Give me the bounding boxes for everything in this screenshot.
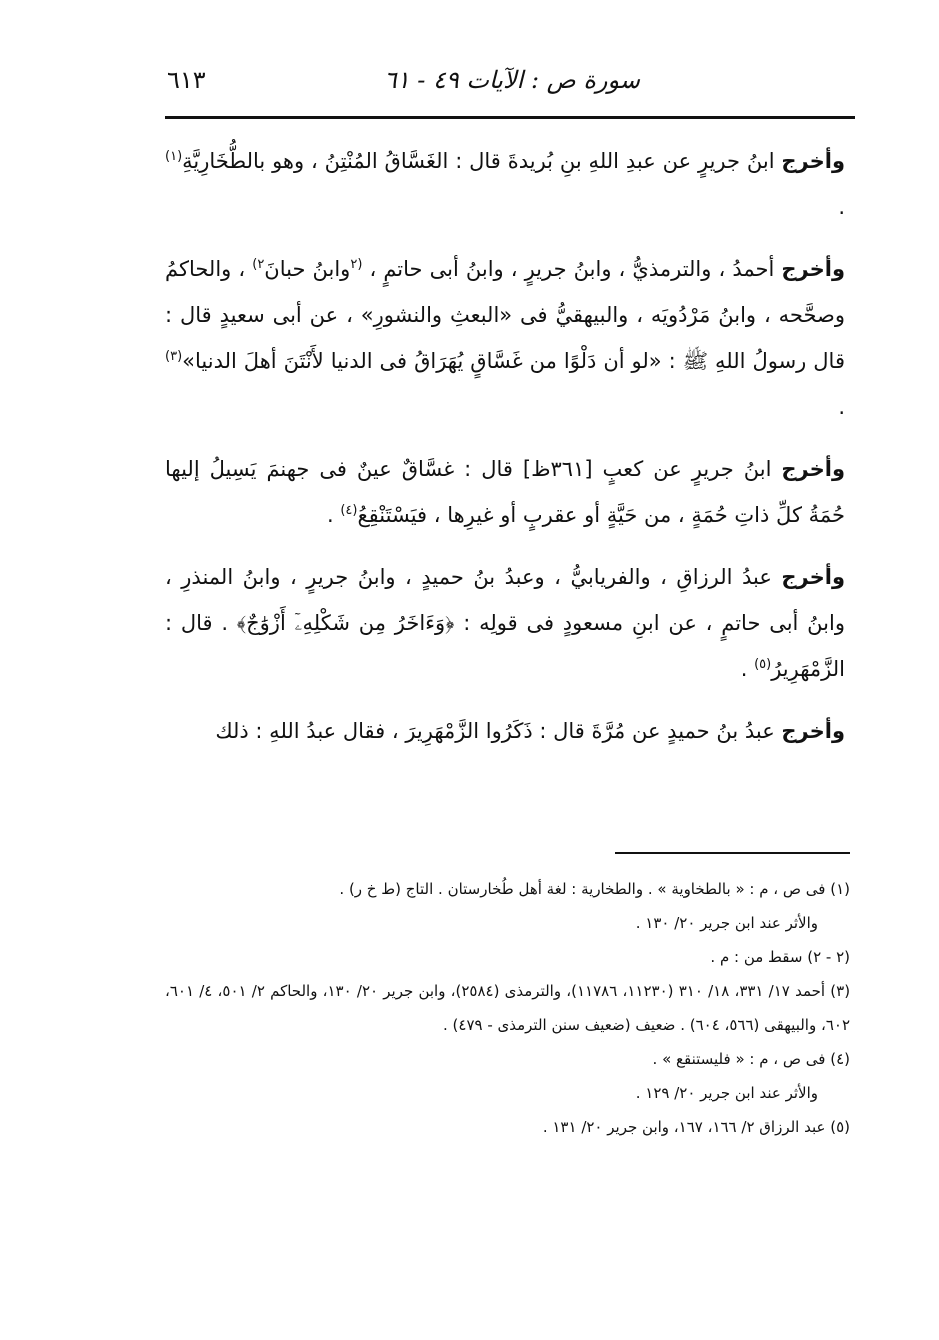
footnote-5: (٥) عبد الرزاق ٢/ ١٦٦، ١٦٧، وابن جرير ٢٠/ ١٣١ . [542,1118,850,1136]
footnote-separator [615,852,850,854]
footnote-1: (١) فى ص ، م : « بالطخاوية » . والطخارية : لغة أهل طُخارستان . التاج (ط خ ر) . [339,880,850,898]
main-text [165,138,845,770]
footnote-2: (٢ - ٢) سقط من : م . [710,948,850,966]
header-rule [165,116,855,119]
footnote-4: (٤) فى ص ، م : « فليستنقع » . [652,1050,850,1068]
running-title: سورة ص : الآيات ٤٩ - ٦١ [383,66,640,94]
paragraph-lead: وأخرج [781,565,845,589]
paragraph-4 [165,554,845,692]
paragraph-lead: وأخرج [781,149,845,173]
paragraph-text: وابنُ حبانَ [264,257,351,281]
paragraph-tail: . [740,657,755,681]
paragraph-text: ابنُ جريرٍ عن عبدِ اللهِ بنِ بُريدةَ قال : الغَسَّاقُ المُنْتِنُ ، وهو بالطُّخَارِيَّةِ [182,149,782,173]
paragraph-1 [165,138,845,230]
footnote-ref: (٢ [350,257,363,272]
page-header [165,62,855,106]
footnote-1-source: والأثر عند ابن جرير ٢٠/ ١٣٠ . [635,914,818,932]
footnote-4-source: والأثر عند ابن جرير ٢٠/ ١٢٩ . [635,1084,818,1102]
footnote-ref: ٢) [252,257,265,272]
paragraph-text: ، والحاكمُ وصحَّحه ، وابنُ مَرْدُويَه ، والبيهقيُّ فى «البعثِ والنشورِ» ، عن أبى سعيدٍ قال : قال رسولُ اللهِ ﷺ : «لو أن دَلْوًا من غَسَّاقٍ يُهَرَاقُ فى الدنيا لأَنْتَنَ أهلَ الدنيا» [165,257,845,373]
paragraph-tail: . [838,395,845,419]
paragraph-3 [165,446,845,538]
footnote-ref: (٣) [165,349,183,364]
paragraph-text: ابنُ جريرٍ عن كعبٍ [٣٦١ظ] قال : غسَّاقٌ عينٌ فى جهنمَ يَسِيلُ إليها حُمَةُ كلِّ ذاتِ حُمَةٍ ، من حَيَّةٍ أو عقربٍ أو غيرِها ، فيَسْتَنْقِعُ [165,457,845,527]
paragraph-5 [165,708,845,754]
paragraph-lead: وأخرج [781,257,845,281]
paragraph-lead: وأخرج [781,457,846,481]
footnote-ref: (٤) [340,503,358,518]
paragraph-text: عبدُ الرزاقِ ، والفريابيُّ ، وعبدُ بنُ حميدٍ ، وابنُ جريرٍ ، وابنُ المنذرِ ، وابنُ أبى حاتمٍ ، عن ابنِ مسعودٍ فى قولِه : ﴿وَءَاخَرُ مِن شَكْلِهِۦٓ أَزْوَٰجٌ﴾ . قال : الزَّمْهَرِيرُ [165,565,845,681]
paragraph-2 [165,246,845,430]
paragraph-tail: . [838,195,845,219]
footnote-3: (٣) أحمد ١٧/ ٣٣١، ١٨/ ٣١٠ (١١٢٣٠، ١١٧٨٦)، والترمذى (٢٥٨٤)، وابن جرير ٢٠/ ١٣٠، والحاكم ٢/ ٥٠١، ٤/ ٦٠١، ٦٠٢، والبيهقى (٥٦٦، ٦٠٤) . ضعيف (ضعيف سنن الترمذى - ٤٧٩) . [165,982,851,1034]
footnote-ref: (١) [165,149,183,164]
footnote-ref: (٥) [754,657,772,672]
page-number: ٦١٣ [167,66,206,94]
paragraph-text: أحمدُ ، والترمذيُّ ، وابنُ جريرٍ ، وابنُ أبى حاتمٍ ، [362,257,782,281]
paragraph-tail: . [326,503,341,527]
paragraph-text: عبدُ بنُ حميدٍ عن مُرَّةَ قال : ذَكَرُوا الزَّمْهَرِيرَ ، فقال عبدُ اللهِ : ذلك [215,719,782,743]
paragraph-lead: وأخرج [781,719,845,743]
footnotes [165,872,850,1144]
